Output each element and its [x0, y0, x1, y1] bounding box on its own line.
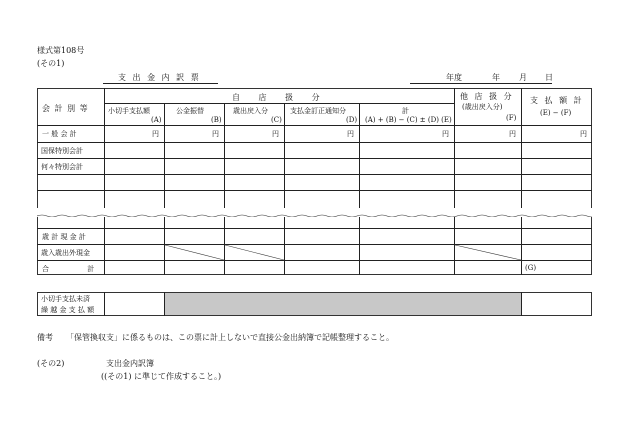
yen-unit: 円 — [212, 130, 219, 138]
yen-unit: 円 — [347, 130, 354, 138]
payment-header: 支 払 額 計 — [530, 96, 584, 105]
unpaid-label-2: 繰 越 金 支 払 額 — [41, 306, 95, 314]
date-month-label: 月 — [519, 73, 527, 82]
col-header-total: 計 — [402, 107, 409, 115]
col-code-b: (B) — [211, 116, 222, 124]
col-divider — [104, 292, 105, 316]
col-header-refund: 歳出戻入分 — [233, 107, 268, 115]
row-label-insurance: 国保特別会計 — [41, 147, 83, 155]
yen-unit: 円 — [509, 130, 516, 138]
form-number: 様式第108号 — [37, 46, 85, 55]
col-header-account: 会 計 別 等 — [42, 104, 89, 113]
yen-unit: 円 — [580, 130, 587, 138]
yen-unit: 円 — [442, 130, 449, 138]
payment-code: (E) − (F) — [540, 109, 572, 117]
row-label-external: 歳入歳出外現金 — [41, 249, 90, 257]
col-header-check: 小切手支払額 — [108, 107, 150, 115]
part2-label: (その2) — [37, 359, 65, 368]
fiscal-year-label: 年度 — [446, 73, 462, 82]
note-text: 「保管換収支」に係るものは、この票に計上しないで直接公金出納簿で記帳整理すること。 — [66, 333, 394, 342]
other-subheader: (歳出戻入分) — [462, 103, 503, 111]
yen-unit: 円 — [152, 130, 159, 138]
note-label: 備考 — [37, 333, 53, 342]
row-label-special: 何々特別会計 — [41, 163, 83, 171]
col-divider — [164, 292, 165, 316]
unpaid-label-1: 小切手支払未済 — [41, 295, 90, 303]
part1-label: (その1) — [37, 59, 65, 68]
form-title: 支 出 金 内 訳 票 — [118, 73, 201, 82]
date-day-label: 日 — [545, 73, 553, 82]
row-label-general: 一 般 会 計 — [42, 130, 77, 138]
part2-title: 支出金内訳簿 — [106, 359, 154, 368]
group-header-own: 自 店 扱 分 — [232, 93, 328, 102]
date-year-label: 年 — [492, 73, 500, 82]
group-header-other: 他 店 扱 分 — [460, 92, 514, 101]
row-label-cash-total: 歳 計 現 金 計 — [42, 233, 86, 241]
other-code: (F) — [506, 114, 517, 122]
yen-unit: 円 — [272, 130, 279, 138]
col-code-d: (D) — [346, 116, 358, 124]
col-divider — [521, 292, 522, 316]
row-label-grand-total: 合 計 — [42, 265, 113, 273]
col-header-correction: 支払金訂正通知分 — [290, 107, 346, 115]
col-header-transfer: 公金振替 — [176, 107, 204, 115]
shaded-area — [165, 293, 521, 315]
g-mark: (G) — [525, 264, 537, 272]
part2-note: ((その1) に準じて作成すること。) — [101, 372, 222, 381]
col-code-e: (A) + (B) − (C) ± (D) (E) — [365, 116, 452, 124]
col-code-a: (A) — [151, 116, 162, 124]
col-code-c: (C) — [271, 116, 282, 124]
